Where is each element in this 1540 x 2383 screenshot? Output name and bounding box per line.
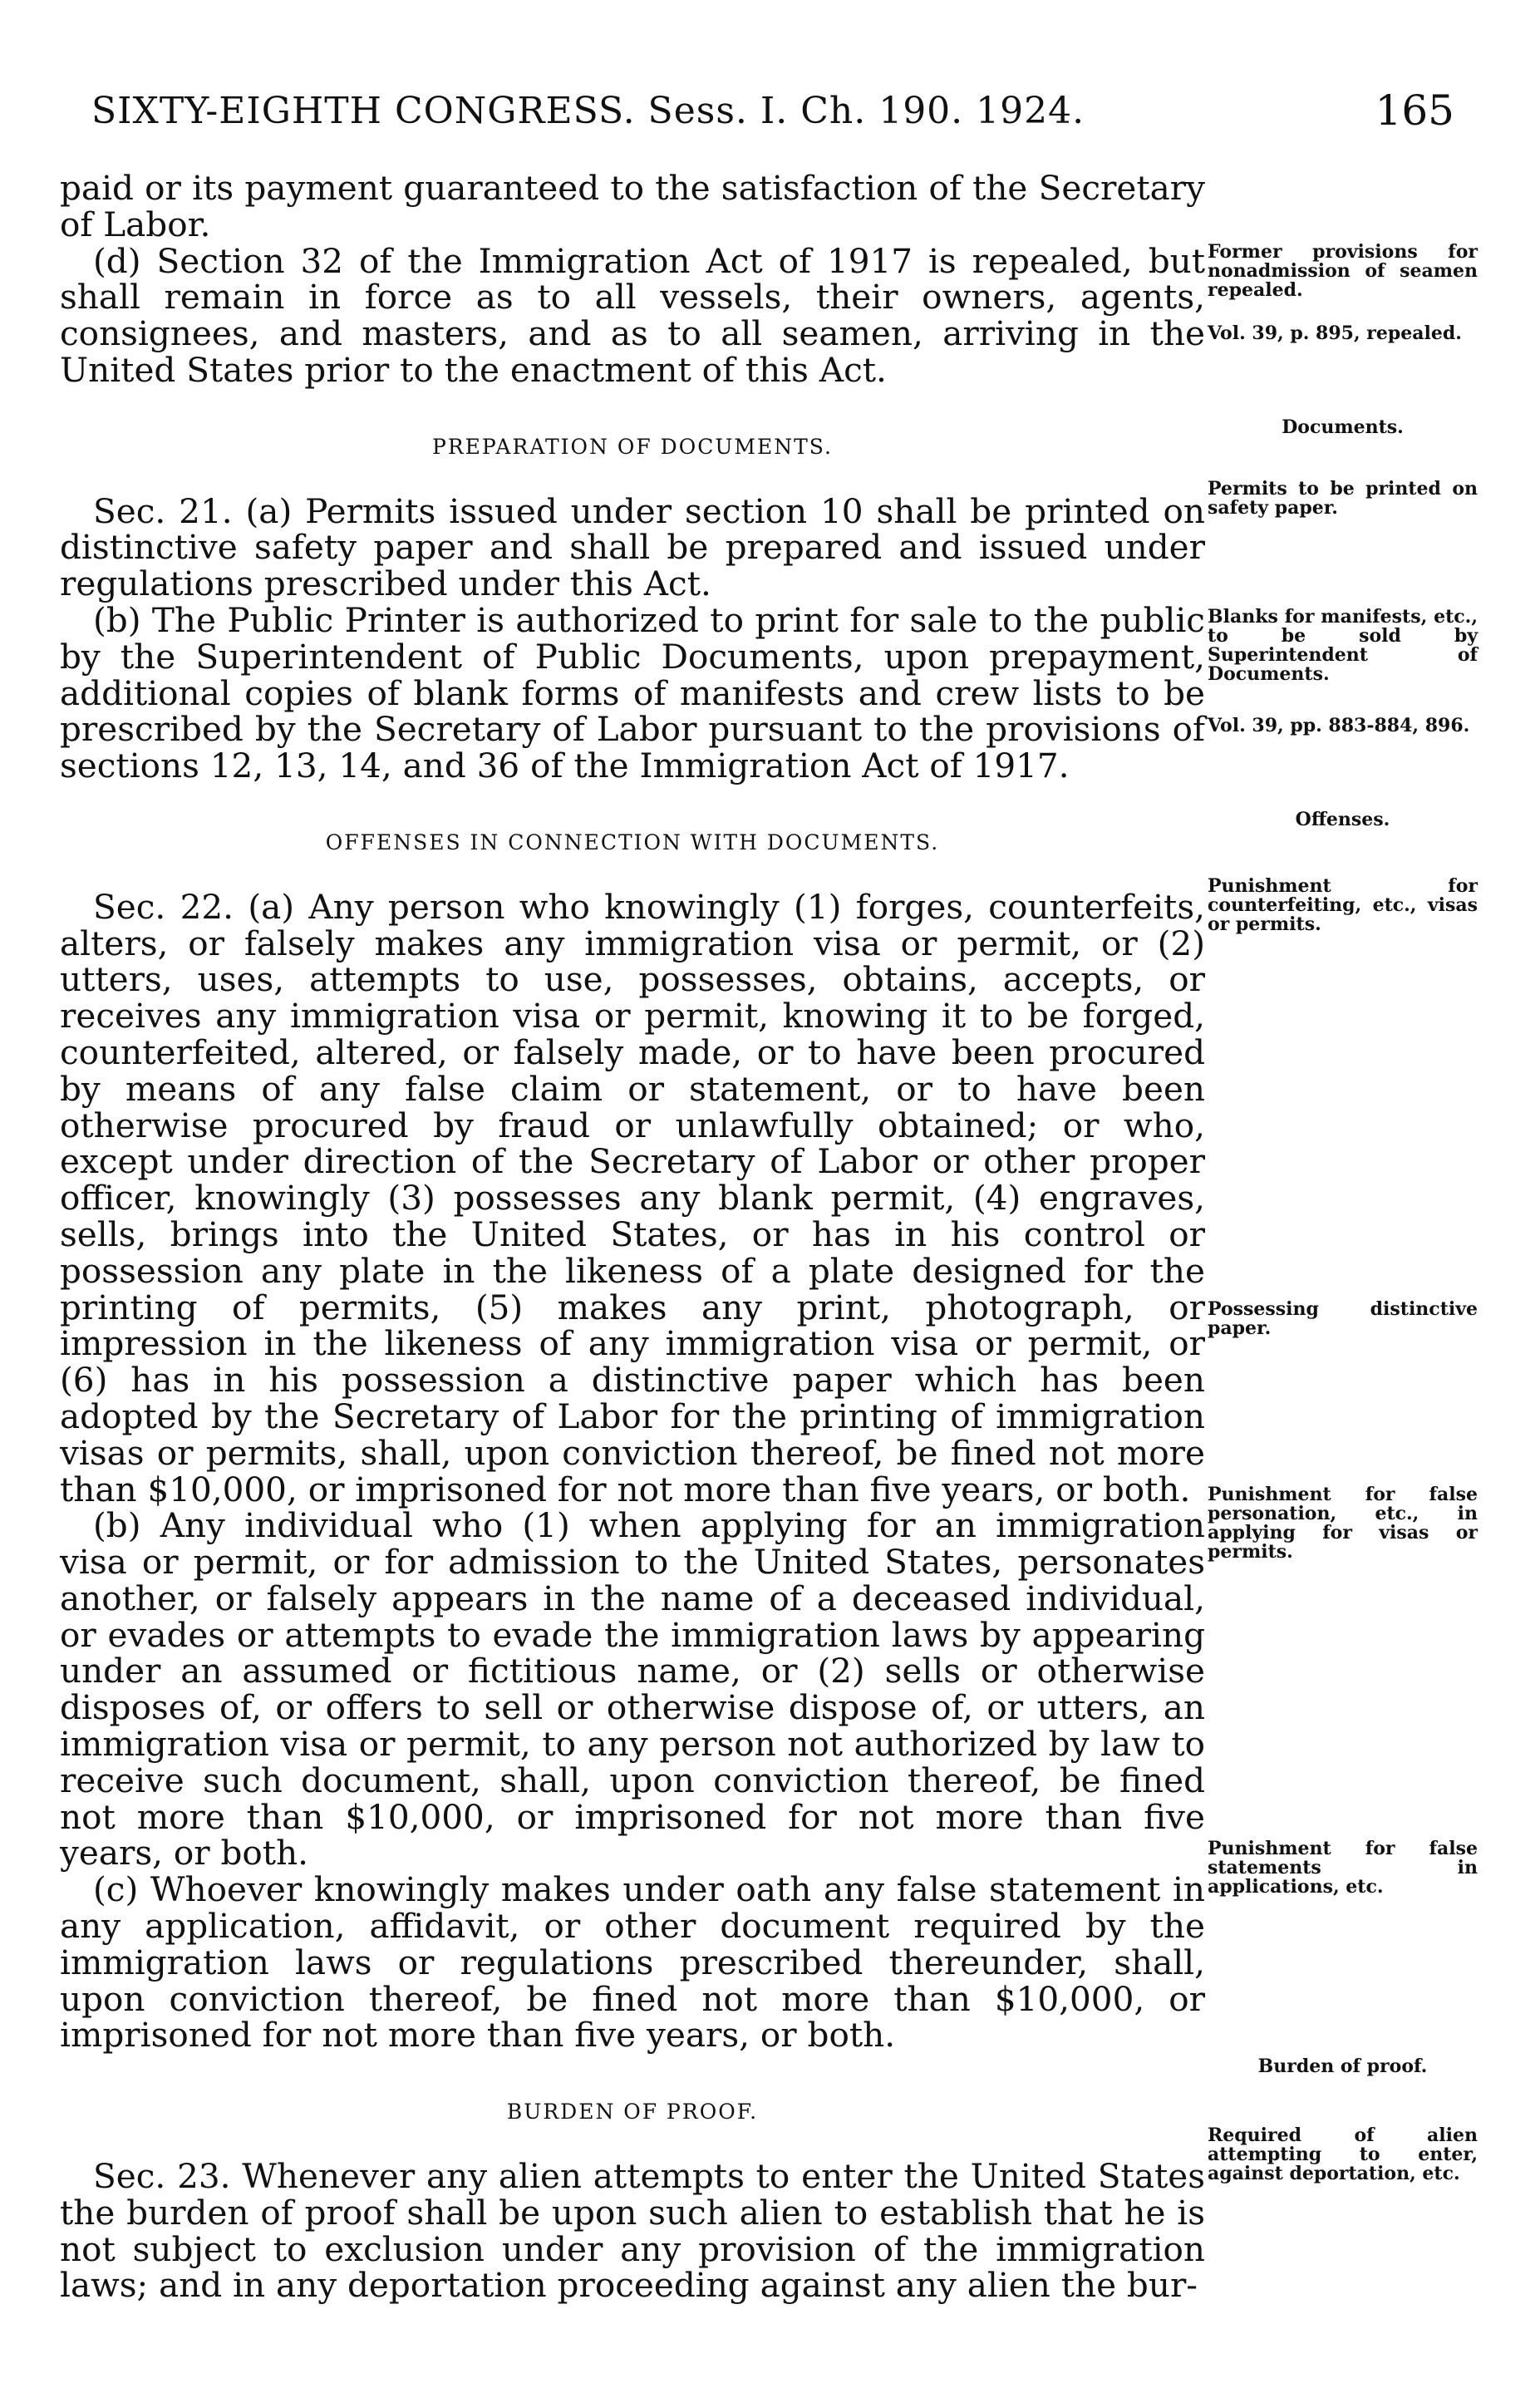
margin-note-vol39-p895: Vol. 39, p. 895, repealed. (1208, 322, 1462, 344)
margin-note-burden: Burden of proof. (1257, 2056, 1428, 2077)
page-header (91, 86, 1454, 148)
margin-note-alien-entry: Required of alien attempting to enter, against deportation, etc. (1208, 2125, 1478, 2184)
margin-note-false-personation: Punishment for false personation, etc., in applying for visas or permits. (1208, 1484, 1478, 1563)
margin-note-false-statements: Punishment for false statements in applications, etc. (1208, 1838, 1478, 1898)
margin-note-blanks: Blanks for manifests, etc., to be sold by Superintendent of Documents. (1208, 606, 1478, 685)
main-text (60, 170, 1205, 2304)
paragraph-3: Sec. 21. (a) Permits issued under section 10 shall be printed on distinctive safety paper and shall be prepared and issued under regulations prescribed under this Act. (60, 490, 1205, 604)
paragraph-1: paid or its payment guaranteed to the satisfaction of the Secretary of Labor. (60, 168, 1205, 244)
margin-note-documents: Documents. (1282, 416, 1404, 438)
section-heading-offenses: OFFENSES IN CONNECTION WITH DOCUMENTS. (325, 830, 940, 854)
margin-note-safety-paper: Permits to be printed on safety paper. (1208, 478, 1478, 519)
paragraph-2: (d) Section 32 of the Immigration Act of 1917 is repealed, but shall remain in force as to all vessels, their owners, agents, consignees, and masters, and as to all seamen, arriving in the United States prior to the enactment of this Act. (60, 240, 1205, 390)
margin-note-counterfeiting: Punishment for counterfeiting, etc., visas or permits. (1208, 875, 1478, 935)
paragraph-4: (b) The Public Printer is authorized to print for sale to the public by the Superintendent of Public Documents, upon prepayment, additional copies of blank forms of manifests and crew lists to be prescribed by the Secretary of Labor pursuant to the provisions of sections 12, 13, 14, and 36 of the Immigration Act of 1917. (60, 599, 1205, 786)
paragraph-5: Sec. 22. (a) Any person who knowingly (1) forges, counterfeits, alters, or falsely makes any immigration visa or permit, or (2) utters, uses, attempts to use, possesses, obtains, accepts, or receives any immigration visa or permit, knowing it to be forged, counterfeited, altered, or falsely made, or to have been procured by means of any false claim or statement, or to have been otherwise procured by fraud or unlawfully obtained; or who, except under direction of the Secretary of Labor or other proper officer, knowingly (3) possesses any blank permit, (4) engraves, sells, brings into the United States, or has in his control or possession any plate in the likeness of a plate designed for the printing of permits, (5) makes any print, photograph, or impression in the likeness of any immigration visa or permit, or (6) has in his possession a distinctive paper which has been adopted by the Secretary of Labor for the printing of immigration visas or permits, shall, upon conviction thereof, be fined not more than $10,000, or imprisoned for not more than five years, or both. (60, 886, 1205, 1509)
margin-note-offenses: Offenses. (1295, 809, 1390, 830)
page-number: 165 (1375, 86, 1454, 135)
section-heading-burden: BURDEN OF PROOF. (506, 2100, 759, 2125)
paragraph-7: (c) Whoever knowingly makes under oath any false statement in any application, affidavit, or other document required by the immigration laws or regulations prescribed thereunder, shall, upon conviction thereof, be fined not more than $10,000, or imprisoned for not more than five years, or both. (60, 1869, 1205, 2056)
section-heading-preparation: PREPARATION OF DOCUMENTS. (432, 434, 833, 459)
margin-note-seamen-provisions: Former provisions for nonadmission of seamen repealed. (1208, 241, 1478, 301)
margin-note-distinctive-paper: Possessing distinctive paper. (1208, 1298, 1478, 1339)
paragraph-6: (b) Any individual who (1) when applying for an immigration visa or permit, or for admission to the United States, personates another, or falsely appears in the name of a deceased individual, or evades or attempts to evade the immigration laws by appearing under an assumed or fictitious name, or (2) sells or otherwise disposes of, or offers to sell or otherwise dispose of, or utters, an immigration visa or permit, to any person not authorized by law to receive such document, shall, upon conviction thereof, be fined not more than $10,000, or imprisoned for not more than five years, or both. (60, 1505, 1205, 1873)
running-title: SIXTY-EIGHTH CONGRESS. Sess. I. Ch. 190. 1924. (91, 90, 1085, 132)
margin-note-vol39-pp883: Vol. 39, pp. 883-884, 896. (1208, 715, 1470, 736)
paragraph-8: Sec. 23. Whenever any alien attempts to enter the United States the burden of proof shall be upon such alien to establish that he is not subject to exclusion under any provision of the immigration laws; and in any deportation proceeding against any alien the bur- (60, 2156, 1205, 2306)
